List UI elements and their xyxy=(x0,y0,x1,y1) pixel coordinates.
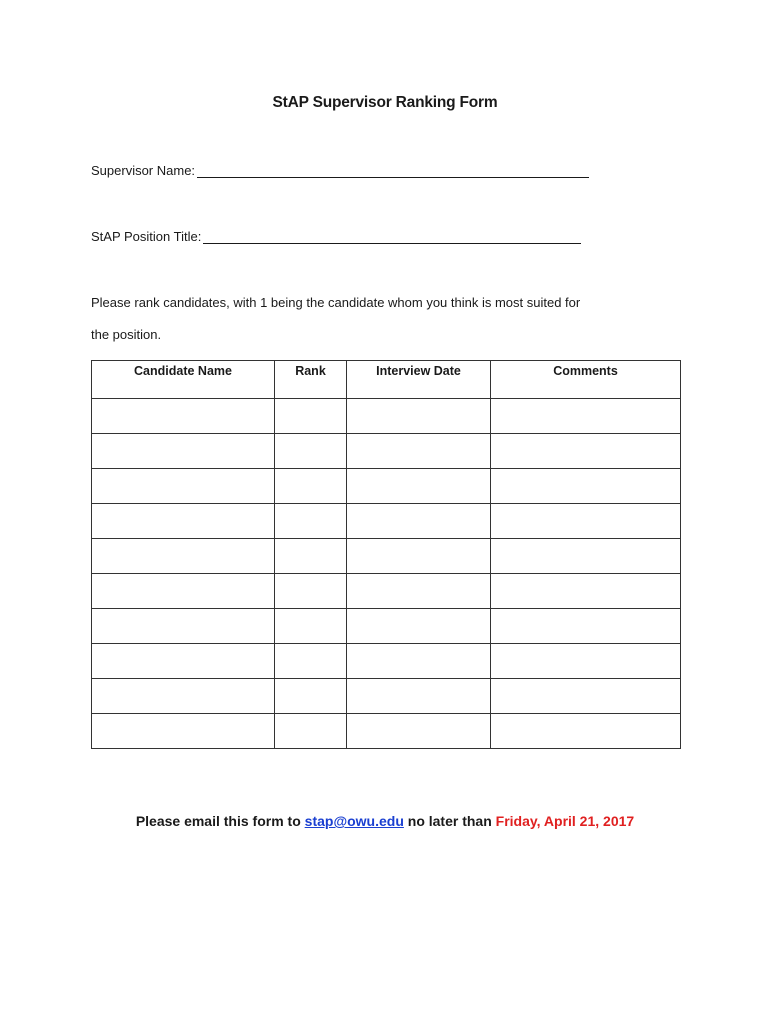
footer-prefix: Please email this form to xyxy=(135,813,301,829)
cell-interview-date[interactable] xyxy=(347,609,491,644)
cell-candidate-name[interactable] xyxy=(92,679,275,714)
cell-comments[interactable] xyxy=(491,644,681,679)
supervisor-name-line[interactable] xyxy=(197,164,589,178)
table-row xyxy=(92,434,681,469)
cell-rank[interactable] xyxy=(275,539,347,574)
table-row xyxy=(92,469,681,504)
cell-candidate-name[interactable] xyxy=(92,399,275,434)
email-link[interactable]: stap@owu.edu xyxy=(304,813,404,829)
cell-candidate-name[interactable] xyxy=(92,574,275,609)
footer-instructions xyxy=(0,813,770,829)
cell-comments[interactable] xyxy=(491,609,681,644)
cell-candidate-name[interactable] xyxy=(92,504,275,539)
table-row xyxy=(92,399,681,434)
cell-candidate-name[interactable] xyxy=(92,434,275,469)
cell-comments[interactable] xyxy=(491,714,681,749)
cell-interview-date[interactable] xyxy=(347,574,491,609)
cell-rank[interactable] xyxy=(275,434,347,469)
cell-comments[interactable] xyxy=(491,399,681,434)
cell-rank[interactable] xyxy=(275,644,347,679)
position-title-field xyxy=(91,229,581,244)
supervisor-name-field xyxy=(91,163,589,178)
cell-interview-date[interactable] xyxy=(347,539,491,574)
table-body xyxy=(92,399,681,749)
page-title: StAP Supervisor Ranking Form xyxy=(272,94,498,111)
cell-rank[interactable] xyxy=(275,399,347,434)
cell-comments[interactable] xyxy=(491,679,681,714)
footer-middle: no later than xyxy=(407,813,492,829)
cell-rank[interactable] xyxy=(275,574,347,609)
table-row xyxy=(92,609,681,644)
table-row xyxy=(92,574,681,609)
cell-interview-date[interactable] xyxy=(347,714,491,749)
table-row xyxy=(92,504,681,539)
cell-comments[interactable] xyxy=(491,574,681,609)
supervisor-name-label: Supervisor Name: xyxy=(91,163,196,178)
instruction-text-line2: the position. xyxy=(91,327,162,342)
header-rank: Rank xyxy=(275,361,347,399)
header-candidate-name: Candidate Name xyxy=(92,361,275,399)
table-header-row xyxy=(92,361,681,399)
cell-rank[interactable] xyxy=(275,609,347,644)
table-row xyxy=(92,644,681,679)
cell-interview-date[interactable] xyxy=(347,679,491,714)
cell-interview-date[interactable] xyxy=(347,504,491,539)
header-interview-date: Interview Date xyxy=(347,361,491,399)
header-comments: Comments xyxy=(491,361,681,399)
cell-candidate-name[interactable] xyxy=(92,609,275,644)
table-row xyxy=(92,679,681,714)
ranking-table xyxy=(91,360,681,749)
cell-candidate-name[interactable] xyxy=(92,469,275,504)
position-title-label: StAP Position Title: xyxy=(91,229,202,244)
table-row xyxy=(92,714,681,749)
cell-interview-date[interactable] xyxy=(347,434,491,469)
cell-rank[interactable] xyxy=(275,504,347,539)
cell-comments[interactable] xyxy=(491,504,681,539)
cell-rank[interactable] xyxy=(275,679,347,714)
deadline-date: Friday, April 21, 2017 xyxy=(495,813,635,829)
cell-comments[interactable] xyxy=(491,469,681,504)
cell-rank[interactable] xyxy=(275,714,347,749)
table-row xyxy=(92,539,681,574)
cell-candidate-name[interactable] xyxy=(92,539,275,574)
cell-interview-date[interactable] xyxy=(347,399,491,434)
instruction-text-line1: Please rank candidates, with 1 being the candidate whom you think is most suited for xyxy=(91,295,581,310)
cell-comments[interactable] xyxy=(491,539,681,574)
cell-candidate-name[interactable] xyxy=(92,644,275,679)
cell-candidate-name[interactable] xyxy=(92,714,275,749)
cell-interview-date[interactable] xyxy=(347,644,491,679)
cell-interview-date[interactable] xyxy=(347,469,491,504)
cell-comments[interactable] xyxy=(491,434,681,469)
cell-rank[interactable] xyxy=(275,469,347,504)
position-title-line[interactable] xyxy=(203,230,581,244)
